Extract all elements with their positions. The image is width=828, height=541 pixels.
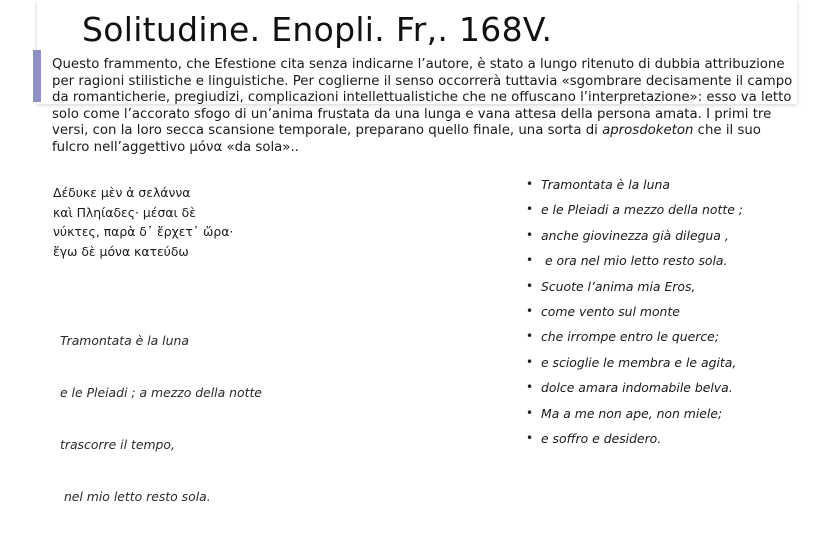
poem-bullet-item (526, 277, 743, 302)
greek-line: Δέδυκε μὲν ἀ σελάννα (53, 185, 191, 200)
poem-line: e le Pleiadi a mezzo della notte ; (541, 202, 743, 218)
bullet-icon: • (526, 354, 534, 369)
poem-line: anche giovinezza già dilegua , (541, 227, 729, 243)
intro-text-end: che il suo fulcro nell’aggettivo μόνα «da sola».. (52, 123, 761, 155)
poem-line: che irrompe entro le querce; (541, 329, 719, 345)
poem-bullet-item (526, 175, 743, 200)
greek-text (53, 183, 233, 261)
poem-line: dolce amara indomabile belva. (541, 380, 733, 396)
translation-line: e le Pleiadi ; a mezzo della notte (60, 385, 262, 401)
poem-bullet-item (526, 353, 743, 378)
accent-bar (33, 50, 41, 102)
intro-text-start: Questo frammento, che Efestione cita senza indicarne l’autore, è stato a lungo ritenuto di dubbia attribuzione per ragioni stilistiche e linguistiche. Per coglierne il senso occorrerà tuttavia «sgombrare decisamente il campo da romanticherie, pregiudizi, complicazioni intellettualistiche che ne offuscano l’interpretazione»: esso va letto solo come l’accorato sfogo di un’anima frustata da una lunga e vana attesa della persona amata. I primi tre versi, con la loro secca scansione temporale, preparano quello finale, una sorta di (52, 57, 793, 139)
poem-line: e scioglie le membra e le agita, (541, 354, 737, 370)
poem-bullet-item (526, 226, 743, 251)
poem-bullet-item (526, 251, 743, 276)
poem-line: Ma a me non ape, non miele; (541, 405, 723, 421)
greek-line: καὶ Πληίαδες· μέσαι δὲ (53, 204, 196, 220)
bullet-icon: • (526, 278, 534, 293)
bullet-icon: • (526, 329, 534, 344)
poem-bullet-item (526, 378, 743, 403)
greek-line: ἔγω δὲ μόνα κατεύδω (53, 243, 189, 259)
slide-title: Solitudine. Enopli. Fr,. 168V. (82, 10, 553, 49)
intro-text-italic: aprosdoketon (602, 123, 694, 139)
bullet-icon: • (526, 253, 534, 268)
poem-line: e soffro e desidero. (541, 430, 662, 446)
poem-bullet-list (526, 175, 743, 454)
translation-line: nel mio letto resto sola. (60, 489, 211, 505)
poem-bullet-item (526, 302, 743, 327)
bullet-icon: • (526, 405, 534, 420)
greek-line: νύκτες, παρὰ δ᾽ ἔρχετ᾽ ὤρα· (53, 224, 234, 239)
poem-bullet-item (526, 429, 743, 454)
bullet-icon: • (526, 303, 534, 318)
poem-line: Tramontata è la luna (541, 177, 670, 192)
bullet-icon: • (526, 380, 534, 395)
bullet-icon: • (526, 430, 534, 445)
italian-translation (60, 297, 262, 541)
bullet-icon: • (526, 202, 534, 217)
poem-bullet-item (526, 327, 743, 352)
translation-line: trascorre il tempo, (60, 437, 175, 453)
intro-paragraph (52, 57, 802, 157)
poem-line: come vento sul monte (541, 303, 680, 319)
poem-bullet-item (526, 404, 743, 429)
poem-line: Scuote l’anima mia Eros, (541, 278, 696, 294)
poem-bullet-item (526, 200, 743, 225)
bullet-icon: • (526, 177, 534, 191)
translation-line: Tramontata è la luna (60, 332, 189, 348)
bullet-icon: • (526, 227, 534, 242)
poem-line: e ora nel mio letto resto sola. (541, 253, 728, 269)
